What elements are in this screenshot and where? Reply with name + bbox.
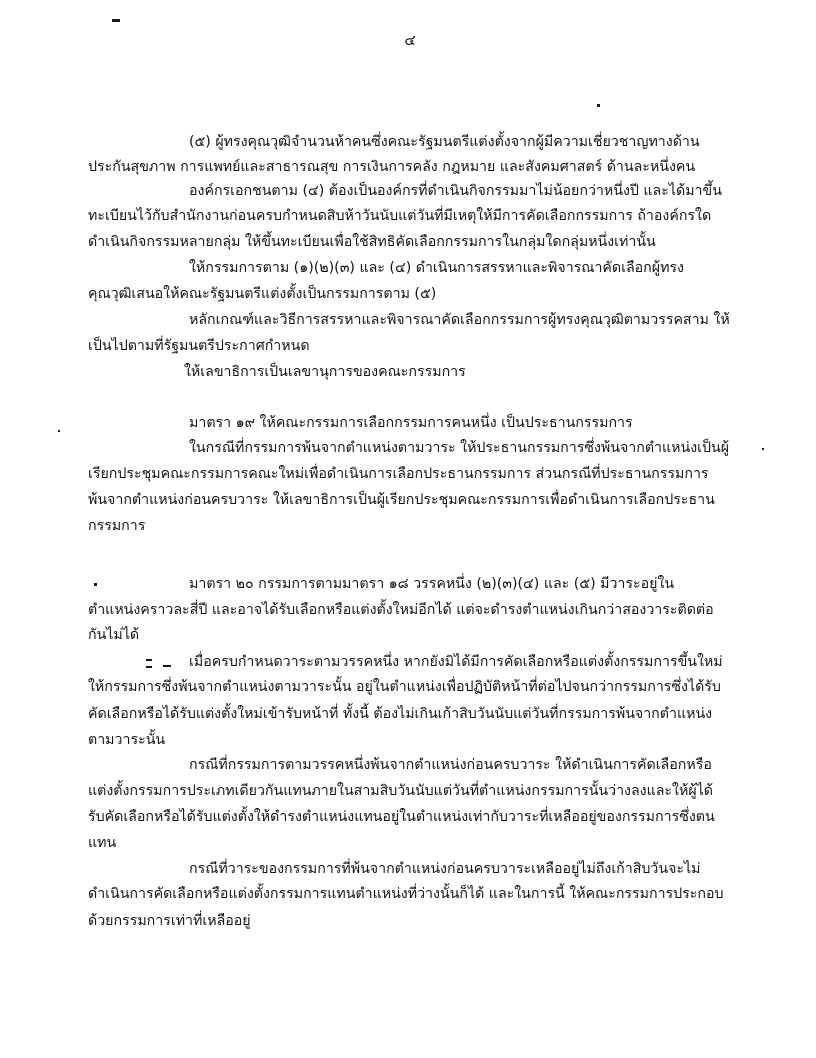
- text-line: เป็นไปตามที่รัฐมนตรีประกาศกำหนด: [88, 338, 310, 354]
- text-line: หลักเกณฑ์และวิธีการสรรหาและพิจารณาคัดเลือกกรรมการผู้ทรงคุณวุฒิตามวรรคสาม ให้: [189, 312, 730, 328]
- text-line: ให้เลขาธิการเป็นเลขานุการของคณะกรรมการ: [184, 364, 466, 380]
- text-line: ทะเบียนไว้กับสำนักงานก่อนครบกำหนดสิบห้าวันนับแต่วันที่มีเหตุให้มีการคัดเลือกกรรมการ ถ้าองค์กรใด: [88, 208, 712, 224]
- text-line: คุณวุฒิเสนอให้คณะรัฐมนตรีแต่งตั้งเป็นกรรมการตาม (๕): [88, 286, 437, 302]
- text-line: ดำเนินกิจกรรมหลายกลุ่ม ให้ขึ้นทะเบียนเพื่อใช้สิทธิคัดเลือกกรรมการในกลุ่มใดกลุ่มหนึ่งเท่านั้น: [88, 234, 656, 250]
- text-line: เมื่อครบกำหนดวาระตามวรรคหนึ่ง หากยังมิได้มีการคัดเลือกหรือแต่งตั้งกรรมการขึ้นใหม่: [189, 654, 723, 670]
- text-line: เรียกประชุมคณะกรรมการคณะใหม่เพื่อดำเนินการเลือกประธานกรรมการ ส่วนกรณีที่ประธานกรรมการ: [88, 466, 709, 482]
- text-line: องค์กรเอกชนตาม (๔) ต้องเป็นองค์กรที่ดำเนินกิจกรรมมาไม่น้อยกว่าหนึ่งปี และได้มาขึ้น: [189, 183, 722, 199]
- text-line: ด้วยกรรมการเท่าที่เหลืออยู่: [88, 913, 251, 929]
- text-line: ประกันสุขภาพ การแพทย์และสาธารณสุข การเงินการคลัง กฎหมาย และสังคมศาสตร์ ด้านละหนึ่งคน: [88, 159, 696, 175]
- text-line: กันไม่ได้: [88, 627, 140, 643]
- text-line: กรณีที่วาระของกรรมการที่พ้นจากตำแหน่งก่อนครบวาระเหลืออยู่ไม่ถึงเก้าสิบวันจะไม่: [189, 861, 701, 877]
- section-heading-19: มาตรา ๑๙ ให้คณะกรรมการเลือกกรรมการคนหนึ่ง เป็นประธานกรรมการ: [189, 415, 633, 431]
- page-number: ๔: [404, 31, 416, 49]
- text-line: ให้กรรมการตาม (๑)(๒)(๓) และ (๔) ดำเนินการสรรหาและพิจารณาคัดเลือกผู้ทรง: [189, 260, 684, 276]
- scan-speck: [112, 19, 120, 22]
- text-line: ให้กรรมการซึ่งพ้นจากตำแหน่งตามวาระนั้น อยู่ในตำแหน่งเพื่อปฏิบัติหน้าที่ต่อไปจนกว่ากรรมการซึ่งได้รับ: [88, 679, 721, 695]
- scan-speck: [58, 430, 60, 432]
- text-line: แต่งตั้งกรรมการประเภทเดียวกันแทนภายในสามสิบวันนับแต่วันที่ตำแหน่งกรรมการนั้นว่างลงและให้ผู้ได้: [88, 783, 713, 799]
- text-line: คัดเลือกหรือได้รับแต่งตั้งใหม่เข้ารับหน้าที่ ทั้งนี้ ต้องไม่เกินเก้าสิบวันนับแต่วันที่กรรมการพ้นจากตำแหน่ง: [88, 706, 713, 722]
- text-line: แทน: [88, 835, 117, 851]
- text-line: รับคัดเลือกหรือได้รับแต่งตั้งให้ดำรงตำแหน่งแทนอยู่ในตำแหน่งเท่ากับวาระที่เหลืออยู่ของกรรมการซึ่งตน: [88, 809, 715, 825]
- text-line: พ้นจากตำแหน่งก่อนครบวาระ ให้เลขาธิการเป็นผู้เรียกประชุมคณะกรรมการเพื่อดำเนินการเลือกประธาน: [88, 492, 715, 508]
- scan-speck: [146, 666, 152, 668]
- scan-speck: [597, 104, 600, 107]
- text-line: ตำแหน่งคราวละสี่ปี และอาจได้รับเลือกหรือแต่งตั้งใหม่อีกได้ แต่จะดำรงตำแหน่งเกินกว่าสองวาระติดต่อ: [88, 602, 714, 618]
- text-line: ในกรณีที่กรรมการพ้นจากตำแหน่งตามวาระ ให้ประธานกรรมการซึ่งพ้นจากตำแหน่งเป็นผู้: [189, 440, 730, 456]
- scan-speck: [163, 665, 171, 667]
- text-line: ดำเนินการคัดเลือกหรือแต่งตั้งกรรมการแทนตำแหน่งที่ว่างนั้นก็ได้ และในการนี้ ให้คณะกรรมการประกอบ: [88, 886, 724, 902]
- text-line: (๕) ผู้ทรงคุณวุฒิจำนวนห้าคนซึ่งคณะรัฐมนตรีแต่งตั้งจากผู้มีความเชี่ยวชาญทางด้าน: [189, 134, 700, 150]
- text-line: ตามวาระนั้น: [88, 732, 166, 748]
- text-line: กรรมการ: [88, 518, 146, 534]
- scan-speck: [762, 448, 764, 450]
- scan-speck: [94, 583, 97, 586]
- text-line: กรณีที่กรรมการตามวรรคหนึ่งพ้นจากตำแหน่งก่อนครบวาระ ให้ดำเนินการคัดเลือกหรือ: [189, 757, 712, 773]
- scan-speck: [146, 659, 152, 661]
- section-heading-20: มาตรา ๒๐ กรรมการตามมาตรา ๑๘ วรรคหนึ่ง (๒)(๓)(๔) และ (๕) มีวาระอยู่ใน: [189, 576, 675, 592]
